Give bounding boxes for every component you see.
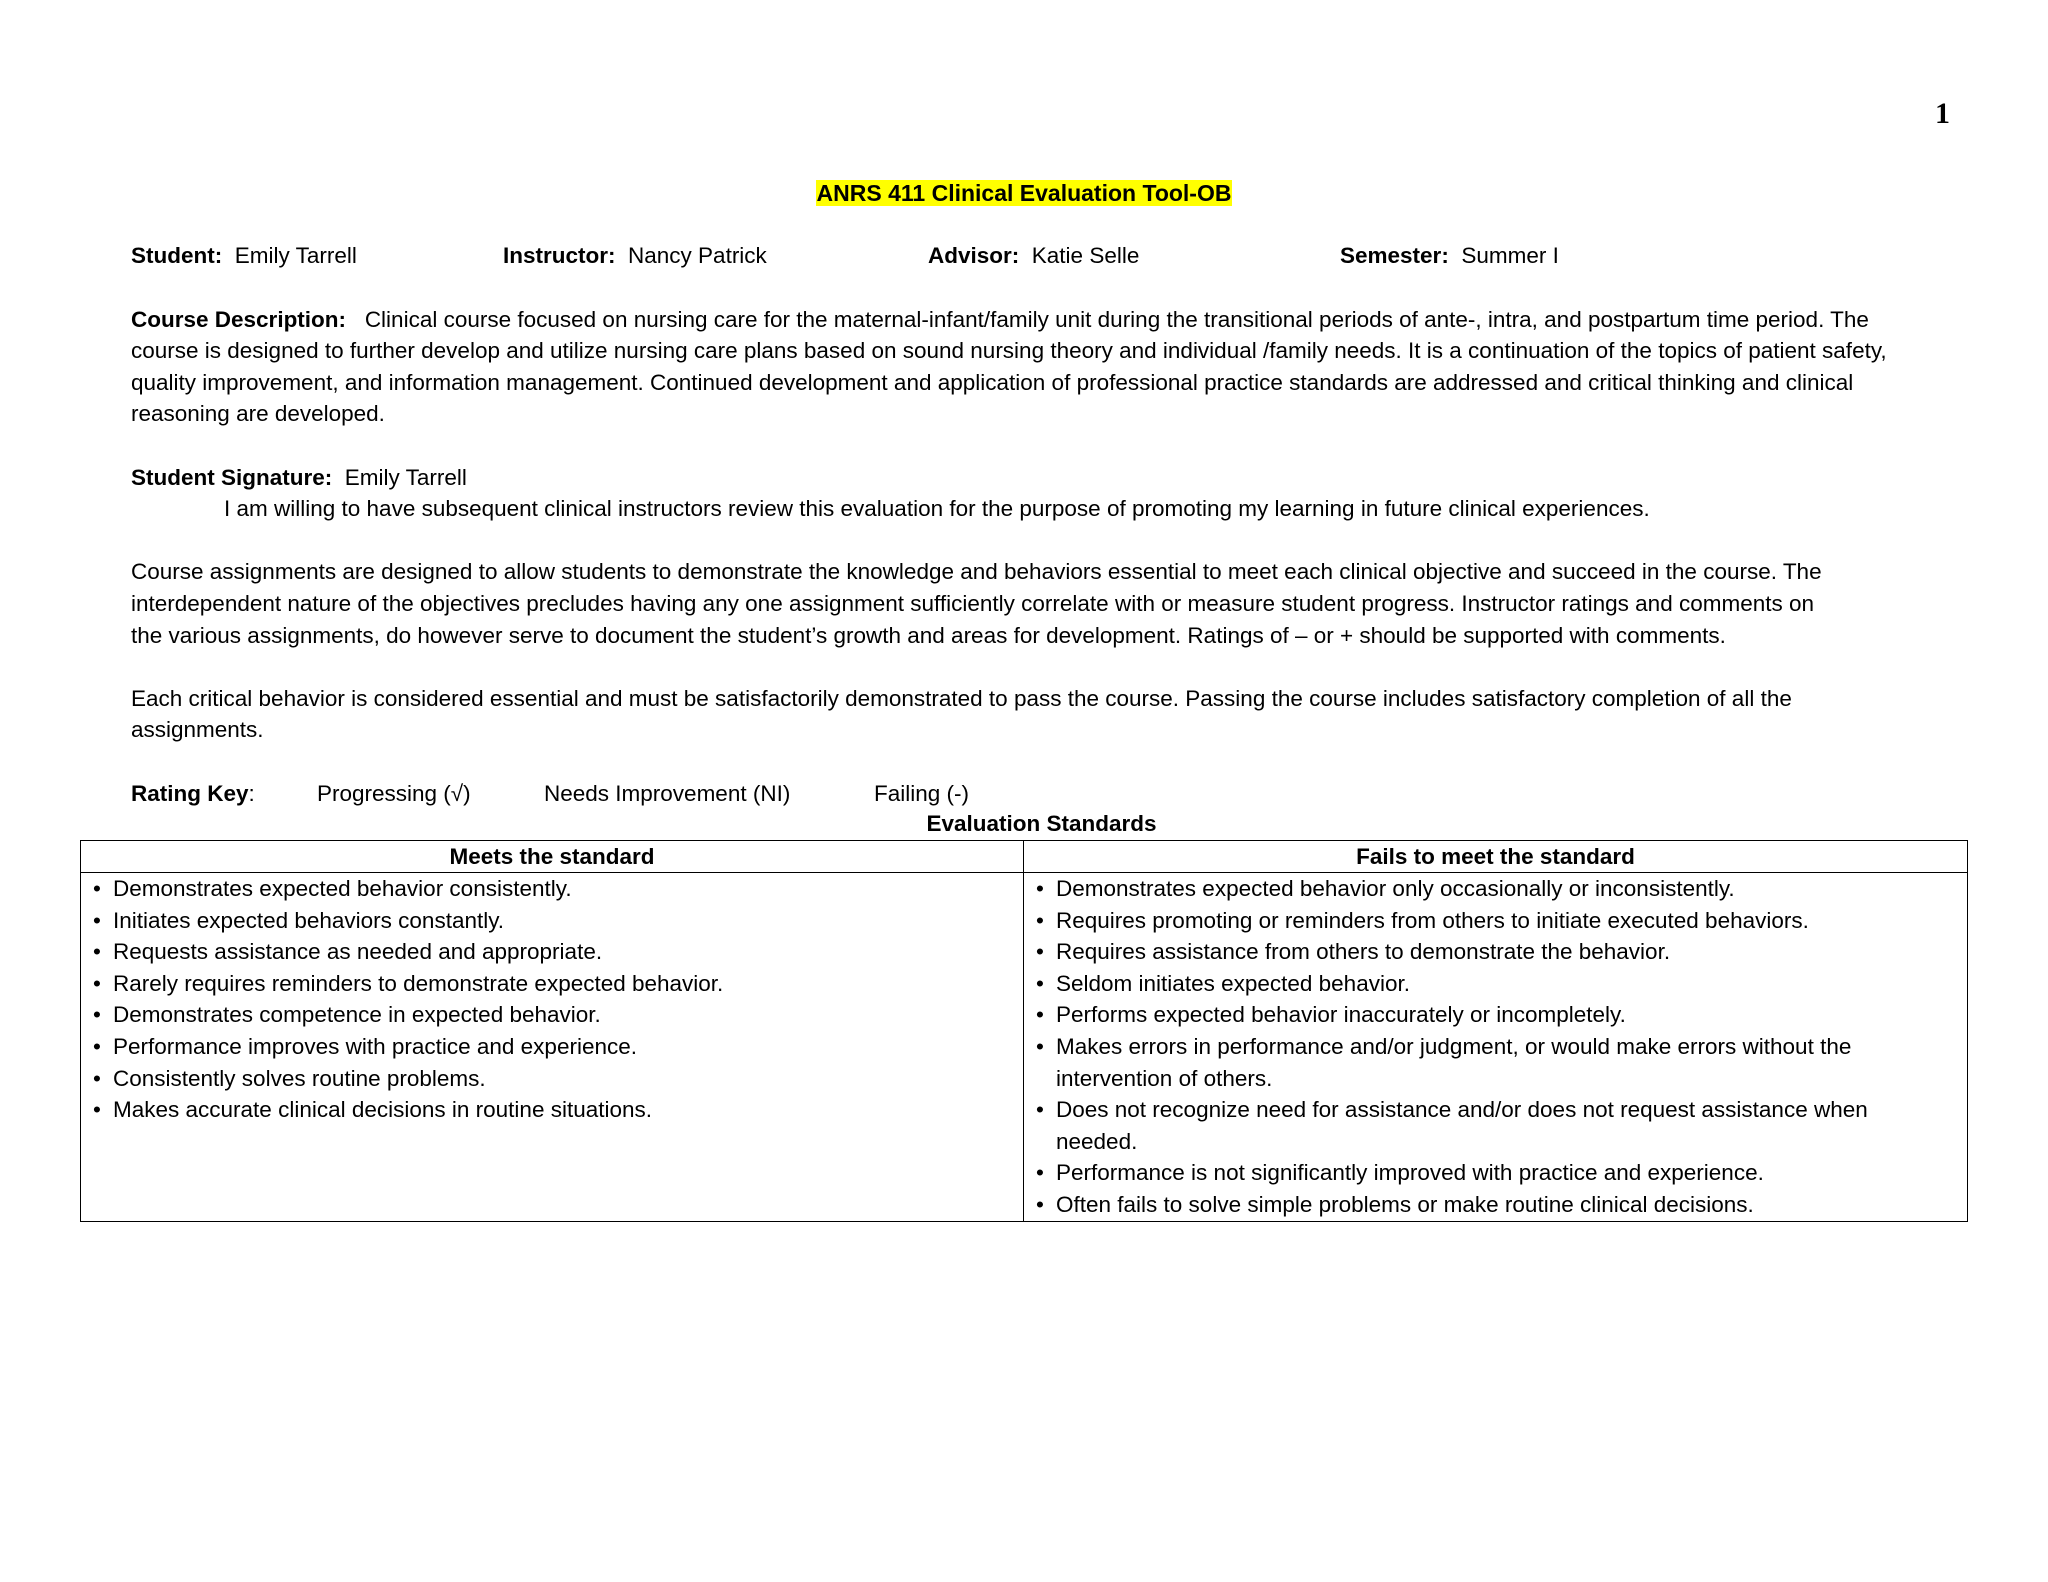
bullet-icon: • [93,907,101,933]
bullet-icon: • [1036,907,1044,933]
course-info-row [131,240,2011,272]
table-header-row [81,841,1968,873]
meets-standard-list [93,873,1011,1126]
evaluation-standards-title: Evaluation Standards [926,811,1157,836]
bullet-icon: • [1036,876,1044,901]
bullet-icon: • [93,1097,101,1123]
student-name: Emily Tarrell [234,243,357,268]
evaluation-standards-table [80,840,1968,1222]
list-item-text: Requests assistance as needed and appropriate. [113,939,603,965]
fails-standard-item [1036,936,1955,968]
paragraph-line: interdependent nature of the objectives precludes having any one assignment sufficiently correlate with or measure student progress. Instructor ratings and comments on [131,590,1815,616]
bullet-icon: • [93,939,101,965]
paragraph-line: the various assignments, do however serve to document the student’s growth and areas for development. Ratings of – or + should be supported with comments. [131,622,1726,648]
document-title: ANRS 411 Clinical Evaluation Tool-OB [816,180,1232,206]
bullet-icon: • [93,970,101,996]
list-item-text: Requires assistance from others to demonstrate the behavior. [1056,939,1671,965]
rating-needs-improvement: Needs Improvement (NI) [544,780,791,806]
meets-standard-item [93,905,1011,937]
course-description-line [131,304,2011,336]
semester-value: Summer I [1461,243,1559,268]
bullet-icon: • [1036,1160,1044,1186]
paragraph-line: Course assignments are designed to allow students to demonstrate the knowledge and behaviors essential to meet each clinical objective and succeed in the course. The [131,559,1822,585]
fails-standard-item [1036,1094,1955,1157]
bullet-icon: • [1036,1002,1044,1028]
student-signature [131,462,2011,525]
signature-line [131,462,2011,494]
course-description-label: Course Description: [131,306,347,332]
signature-name: Emily Tarrell [344,464,467,490]
instructor-name: Nancy Patrick [628,243,767,268]
bullet-icon: • [93,1033,101,1059]
signature-consent: I am willing to have subsequent clinical instructors review this evaluation for the purpose of promoting my learning in future clinical experiences. [224,496,1650,522]
meets-standard-item [93,1063,1011,1095]
paragraph-line: Each critical behavior is considered essential and must be satisfactorily demonstrated to pass the course. Passing the course includes satisfactory completion of all the [131,685,1792,711]
rating-failing: Failing (-) [874,780,970,806]
instructor-label: Instructor: [503,243,616,268]
course-description [131,304,2011,430]
student-field [131,240,357,272]
paragraph-line: assignments. [131,717,264,743]
course-description-text: Clinical course focused on nursing care for the maternal-infant/family unit during the transitional periods of ante-, intra, and postpartum time period. The [364,306,1869,332]
list-item-text: Requires promoting or reminders from others to initiate executed behaviors. [1056,907,1809,933]
document-body [131,240,2011,809]
fails-standard-item [1036,905,1955,937]
list-item-text: Performs expected behavior inaccurately or incompletely. [1056,1002,1626,1028]
course-description-line: quality improvement, and information management. Continued development and application of professional practice standards are addressed and critical thinking and clinical [131,369,1854,395]
fails-standard-cell [1024,873,1968,1222]
meets-standard-item [93,873,1011,905]
rating-key-label: Rating Key : [131,780,255,806]
signature-label: Student Signature: [131,464,333,490]
bullet-icon: • [1036,1033,1044,1059]
bullet-icon: • [1036,1191,1044,1217]
fails-standard-item [1036,1157,1955,1189]
instructor-field [503,240,767,272]
list-item-text: Performance is not significantly improved with practice and experience. [1056,1160,1764,1186]
semester-field [1340,240,1559,272]
list-item-text: Consistently solves routine problems. [113,1065,486,1091]
meets-standard-item [93,936,1011,968]
list-item-text: Rarely requires reminders to demonstrate expected behavior. [113,970,724,996]
bullet-icon: • [1036,1097,1044,1123]
bullet-icon: • [93,1002,101,1028]
rating-key [131,778,2011,810]
bullet-icon: • [1036,939,1044,965]
list-item-text: Makes errors in performance and/or judgment, or would make errors without the intervention of others. [1056,1033,1852,1091]
table-row [81,873,1968,1222]
page-number: 1 [1935,97,1950,130]
fails-standard-item [1036,1031,1955,1094]
meets-standard-cell [81,873,1024,1222]
meets-standard-item [93,999,1011,1031]
fails-standard-item [1036,873,1955,905]
meets-standard-header: Meets the standard [81,841,1024,873]
bullet-icon: • [93,876,101,901]
list-item-text: Demonstrates expected behavior consistently. [113,876,572,901]
list-item-text: Often fails to solve simple problems or make routine clinical decisions. [1056,1191,1754,1217]
fails-standard-item [1036,1189,1955,1221]
meets-standard-item [93,1031,1011,1063]
advisor-name: Katie Selle [1031,243,1140,268]
advisor-label: Advisor: [928,243,1020,268]
list-item-text: Performance improves with practice and experience. [113,1033,637,1059]
meets-standard-item [93,1094,1011,1126]
fails-standard-header: Fails to meet the standard [1024,841,1968,873]
list-item-text: Seldom initiates expected behavior. [1056,970,1410,996]
document-title-wrapper [0,178,2048,210]
critical-behavior-paragraph [131,683,2011,746]
semester-label: Semester: [1340,243,1449,268]
advisor-field [928,240,1139,272]
fails-standard-item [1036,968,1955,1000]
bullet-icon: • [1036,970,1044,996]
assignments-paragraph [131,556,2011,651]
rating-progressing: Progressing (√) [317,780,471,806]
list-item-text: Demonstrates expected behavior only occasionally or inconsistently. [1056,876,1735,901]
student-label: Student: [131,243,223,268]
fails-standard-list [1036,873,1955,1221]
course-description-line: reasoning are developed. [131,401,385,427]
list-item-text: Initiates expected behaviors constantly. [113,907,505,933]
list-item-text: Makes accurate clinical decisions in routine situations. [113,1097,653,1123]
bullet-icon: • [93,1065,101,1091]
meets-standard-item [93,968,1011,1000]
fails-standard-item [1036,999,1955,1031]
list-item-text: Does not recognize need for assistance and/or does not request assistance when needed. [1056,1097,1868,1154]
course-description-line: course is designed to further develop and utilize nursing care plans based on sound nursing theory and individual /family needs. It is a continuation of the topics of patient safety, [131,338,1887,364]
list-item-text: Demonstrates competence in expected behavior. [113,1002,601,1028]
